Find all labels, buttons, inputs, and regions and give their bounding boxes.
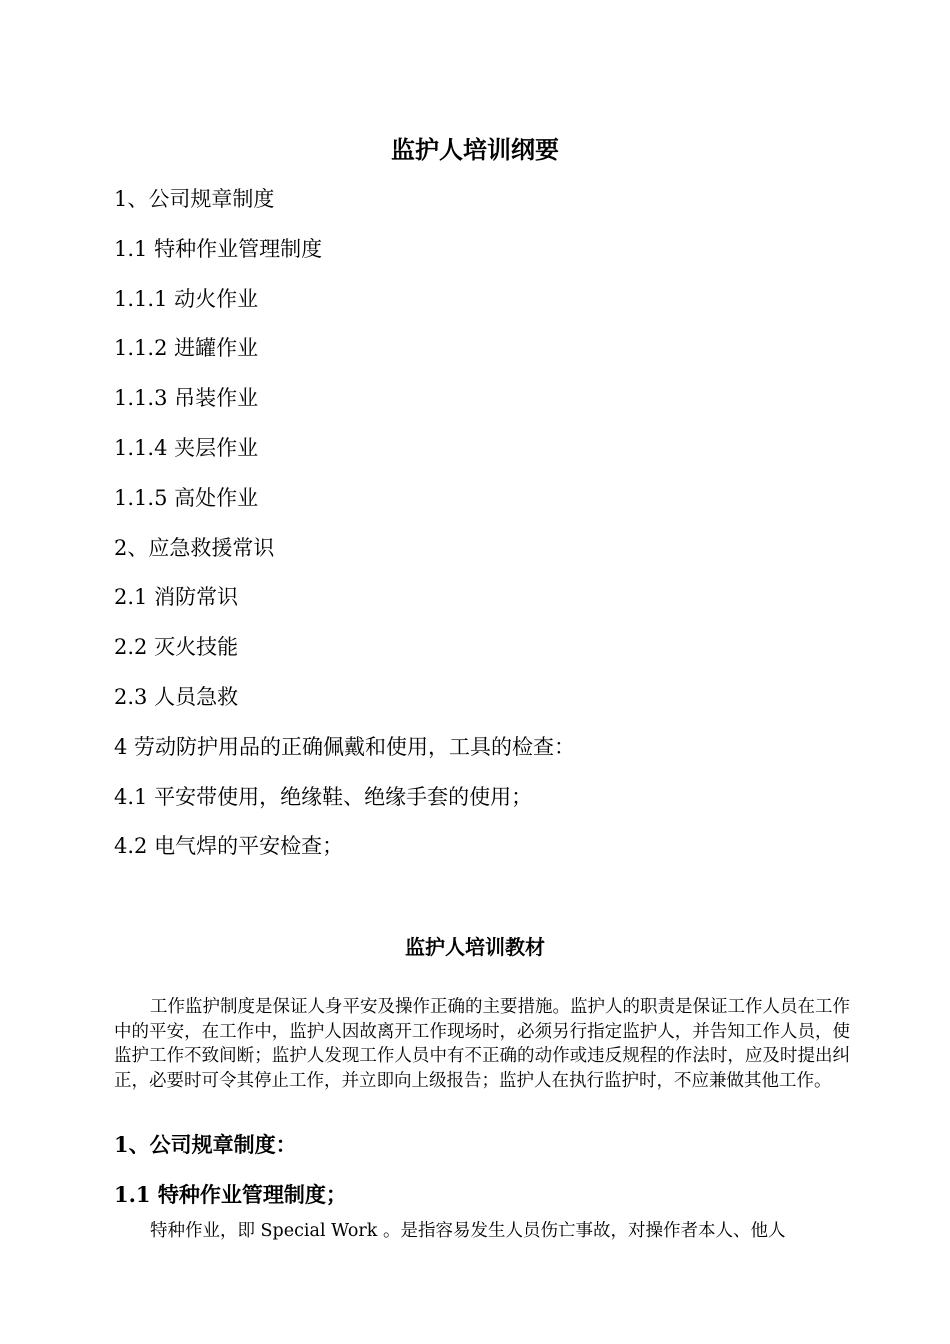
document-subtitle: 监护人培训教材 [405,935,545,959]
outline-item: 1.1.2 进罐作业 [114,336,259,361]
outline-item: 4.1 平安带使用，绝缘鞋、绝缘手套的使用； [114,784,533,809]
outline-item: 2.3 人员急救 [114,684,239,709]
outline-item: 1、公司规章制度 [114,187,275,211]
section-heading: 1、公司规章制度： [114,1132,297,1157]
outline-item: 2、应急救援常识 [114,535,275,560]
outline-item: 2.1 消防常识 [114,585,239,610]
outline-list [114,182,575,879]
outline-item: 1.1.5 高处作业 [114,485,259,510]
outline-item: 1.1.3 吊装作业 [114,386,259,411]
outline-item: 1.1 特种作业管理制度 [114,236,323,261]
intro-paragraph: 工作监护制度是保证人身平安及操作正确的主要措施。监护人的职责是保证工作人员在工作中的平安，在工作中，监护人因故离开工作现场时，必须另行指定监护人，并告知工作人员，使监护工作不致间断；监护人发现工作人员中有不正确的动作或违反规程的作法时，应及时提出纠正，必要时可令其停止工作，并立即向上级报告；监护人在执行监护时，不应兼做其他工作。 [114,997,850,1091]
outline-item: 4 劳动防护用品的正确佩戴和使用，工具的检查： [114,734,576,759]
outline-item: 4.2 电气焊的平安检查； [114,834,344,859]
subsection-paragraph: 特种作业，即 Special Work 。是指容易发生人员伤亡事故，对操作者本人、他人 [150,1221,786,1241]
outline-item: 2.2 灭火技能 [114,635,239,660]
subsection-heading: 1.1 特种作业管理制度； [114,1182,347,1207]
outline-item: 1.1.4 夹层作业 [114,435,259,460]
outline-item: 1.1.1 动火作业 [114,286,259,311]
document-title: 监护人培训纲要 [391,135,559,164]
